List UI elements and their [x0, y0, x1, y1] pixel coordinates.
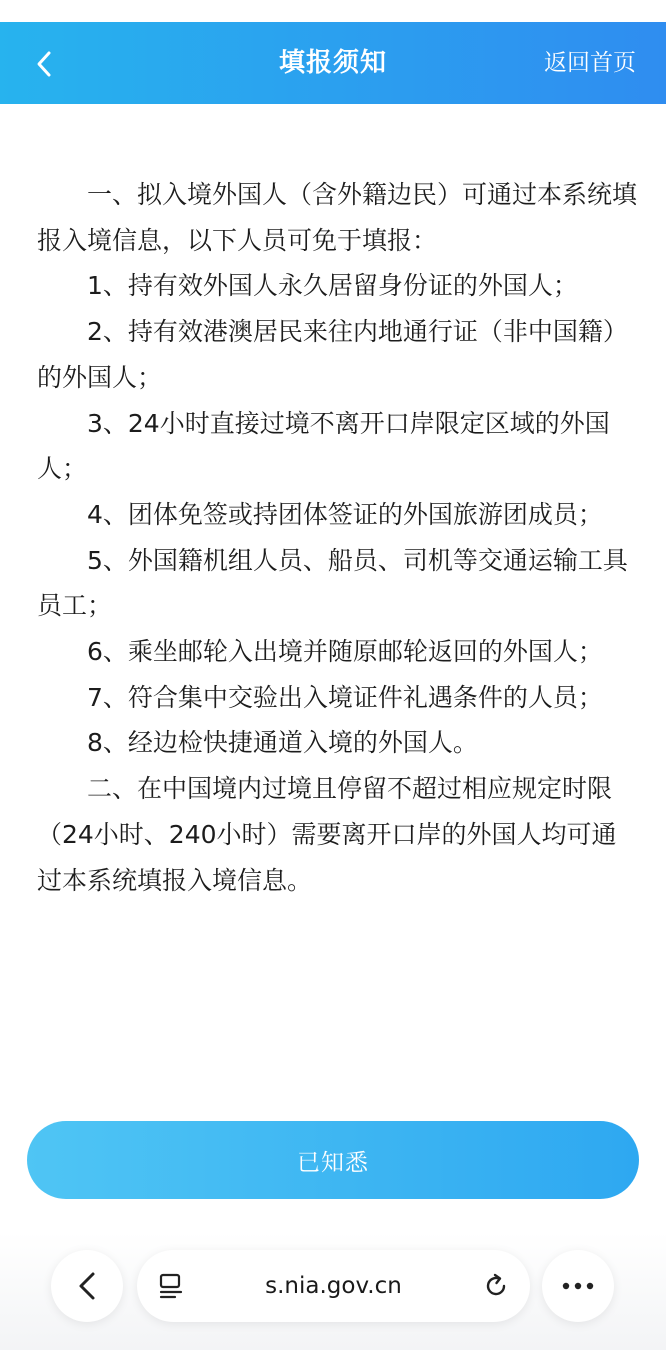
more-icon: [561, 1281, 595, 1291]
notice-content: [37, 172, 637, 903]
notice-paragraph: 8、经边检快捷通道入境的外国人。: [87, 728, 478, 758]
notice-paragraph: 7、符合集中交验出入境证件礼遇条件的人员；: [87, 682, 603, 712]
back-arrow-icon: [77, 1271, 97, 1301]
reload-icon[interactable]: [482, 1272, 510, 1300]
status-area: [0, 0, 666, 22]
notice-paragraph: 2、持有效港澳居民来往内地通行证（非中国籍）的外国人；: [37, 317, 628, 392]
notice-paragraph: 二、在中国境内过境且停留不超过相应规定时限（24小时、240小时）需要离开口岸的外国人均可通过本系统填报入境信息。: [37, 774, 617, 895]
notice-paragraph: 5、外国籍机组人员、船员、司机等交通运输工具员工；: [37, 545, 628, 621]
more-options-button[interactable]: [542, 1250, 614, 1322]
notice-paragraph: 一、拟入境外国人（含外籍边民）可通过本系统填报入境信息，以下人员可免于填报：: [37, 180, 638, 255]
notice-paragraph: 6、乘坐邮轮入出境并随原邮轮返回的外国人；: [87, 637, 603, 667]
return-home-link[interactable]: 返回首页: [544, 50, 636, 76]
page-header: [0, 22, 666, 104]
notice-paragraph: 4、团体免签或持团体签证的外国旅游团成员；: [87, 499, 603, 529]
page-title: 填报须知: [278, 48, 387, 78]
browser-toolbar: [0, 1232, 666, 1350]
notice-paragraph: 1、持有效外国人永久居留身份证的外国人；: [87, 271, 578, 301]
browser-back-button[interactable]: [51, 1250, 123, 1322]
address-bar[interactable]: [137, 1250, 530, 1322]
reader-mode-icon[interactable]: [157, 1272, 185, 1300]
acknowledge-button[interactable]: 已知悉: [27, 1121, 639, 1199]
notice-paragraph: 3、24小时直接过境不离开口岸限定区域的外国人；: [37, 408, 610, 484]
url-text[interactable]: s.nia.gov.cn: [265, 1273, 402, 1299]
